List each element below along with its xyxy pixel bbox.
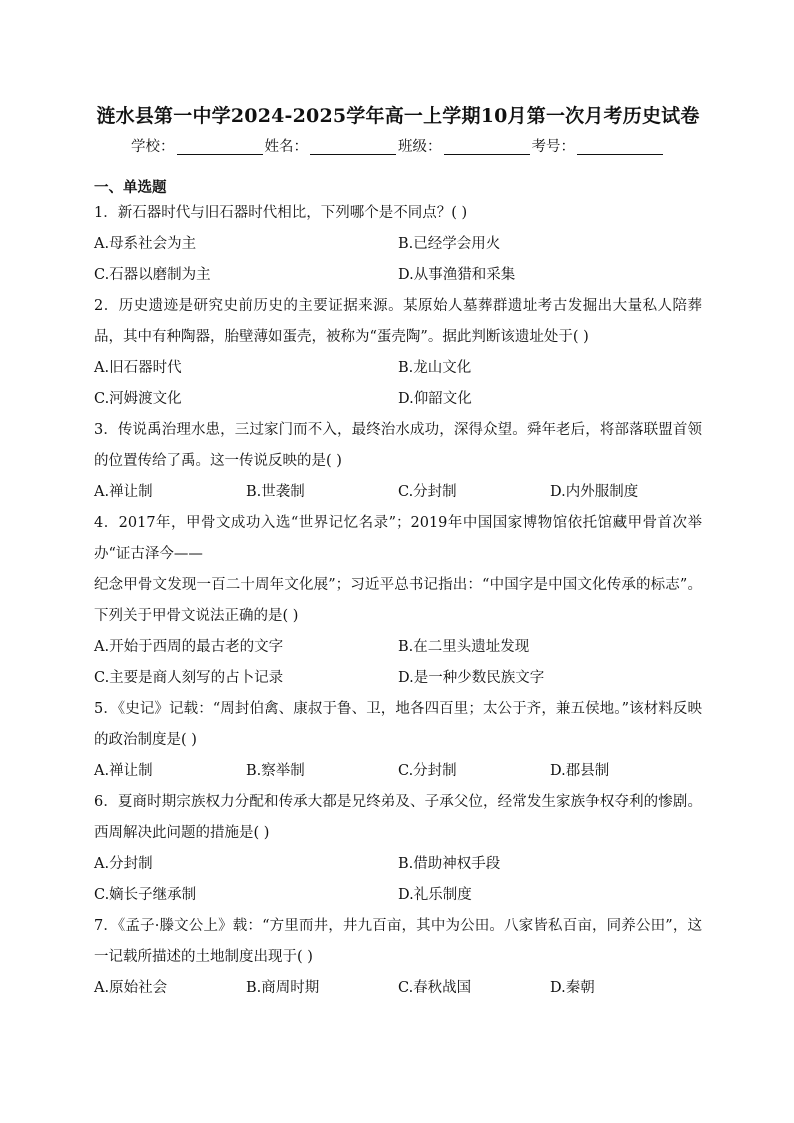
option-b: B.龙山文化	[398, 360, 472, 376]
name-blank[interactable]	[310, 140, 396, 155]
option-d: D.礼乐制度	[398, 887, 472, 903]
question-stem: 1．新石器时代与旧石器时代相比，下列哪个是不同点？( )	[94, 205, 468, 221]
id-label: 考号：	[531, 139, 575, 155]
option-d: D.郡县制	[550, 763, 610, 779]
option-c: C.嫡长子继承制	[94, 887, 197, 903]
option-a: A.原始社会	[94, 980, 168, 996]
school-blank[interactable]	[177, 140, 263, 155]
class-field	[398, 136, 532, 158]
id-blank[interactable]	[577, 140, 663, 155]
school-field	[131, 136, 265, 158]
option-a: A.分封制	[94, 856, 153, 872]
question-6	[94, 787, 702, 911]
question-stem: 6．夏商时期宗族权力分配和传承大都是兄终弟及、子承父位，经常发生家族争权夺利的惨剧。西周解决此问题的措施是( )	[94, 794, 702, 841]
option-b: B.商周时期	[246, 980, 320, 996]
school-label: 学校：	[131, 139, 175, 155]
option-a: A.旧石器时代	[94, 360, 182, 376]
question-stem: 3．传说禹治理水患，三过家门而不入，最终治水成功，深得众望。舜年老后，将部落联盟首领的位置传给了禹。这一传说反映的是( )	[94, 422, 702, 469]
option-list	[94, 973, 702, 1004]
class-blank[interactable]	[444, 140, 530, 155]
class-label: 班级：	[398, 139, 442, 155]
option-b: B.已经学会用火	[398, 236, 501, 252]
name-field	[265, 136, 399, 158]
option-list	[94, 756, 702, 787]
name-label: 姓名：	[264, 139, 308, 155]
student-info-line	[94, 136, 702, 158]
option-d: D.从事渔猎和采集	[398, 267, 516, 283]
option-a: A.母系社会为主	[94, 236, 197, 252]
option-b: B.借助神权手段	[398, 856, 501, 872]
option-list	[94, 632, 702, 694]
question-2	[94, 291, 702, 415]
option-c: C.分封制	[398, 763, 457, 779]
question-stem: 7．《孟子·滕文公上》载：“方里而井，井九百亩，其中为公田。八家皆私百亩，同养公田”，这一记载所描述的土地制度出现于( )	[94, 918, 702, 965]
option-list	[94, 849, 702, 911]
option-c: C.分封制	[398, 484, 457, 500]
question-5	[94, 694, 702, 787]
option-d: D.是一种少数民族文字	[398, 670, 545, 686]
question-stem: 2．历史遗迹是研究史前历史的主要证据来源。某原始人墓葬群遗址考古发掘出大量私人陪葬品，其中有种陶器，胎壁薄如蛋壳，被称为“蛋壳陶”。据此判断该遗址处于( )	[94, 298, 702, 345]
option-list	[94, 353, 702, 415]
option-b: B.世袭制	[246, 484, 305, 500]
question-stem: 5．《史记》记载：“周封伯禽、康叔于鲁、卫，地各四百里；太公于齐，兼五侯地。”该材料反映的政治制度是( )	[94, 701, 702, 748]
option-list	[94, 229, 702, 291]
option-list	[94, 477, 702, 508]
section-heading: 一、单选题	[94, 179, 167, 196]
exam-title: 涟水县第一中学2024-2025学年高一上学期10月第一次月考历史试卷	[96, 105, 700, 127]
option-c: C.石器以磨制为主	[94, 267, 211, 283]
option-c: C.主要是商人刻写的占卜记录	[94, 670, 284, 686]
question-4	[94, 508, 702, 694]
option-c: C.春秋战国	[398, 980, 472, 996]
option-d: D.内外服制度	[550, 484, 639, 500]
option-d: D.仰韶文化	[398, 391, 472, 407]
option-b: B.察举制	[246, 763, 305, 779]
id-field	[532, 136, 666, 158]
option-a: A.开始于西周的最古老的文字	[94, 639, 284, 655]
question-stem-part-2: 纪念甲骨文发现一百二十周年文化展”；习近平总书记指出：“中国字是中国文化传承的标志”。下列关于甲骨文说法正确的是( )	[94, 577, 702, 624]
option-d: D.秦朝	[550, 980, 595, 996]
option-c: C.河姆渡文化	[94, 391, 182, 407]
question-1	[94, 198, 702, 291]
option-b: B.在二里头遗址发现	[398, 639, 530, 655]
question-3	[94, 415, 702, 508]
question-stem-part-1: 4．2017年，甲骨文成功入选“世界记忆名录”；2019年中国国家博物馆依托馆藏甲骨首次举办“证古泽今——	[94, 515, 702, 562]
option-a: A.禅让制	[94, 484, 153, 500]
option-a: A.禅让制	[94, 763, 153, 779]
question-7	[94, 911, 702, 1004]
